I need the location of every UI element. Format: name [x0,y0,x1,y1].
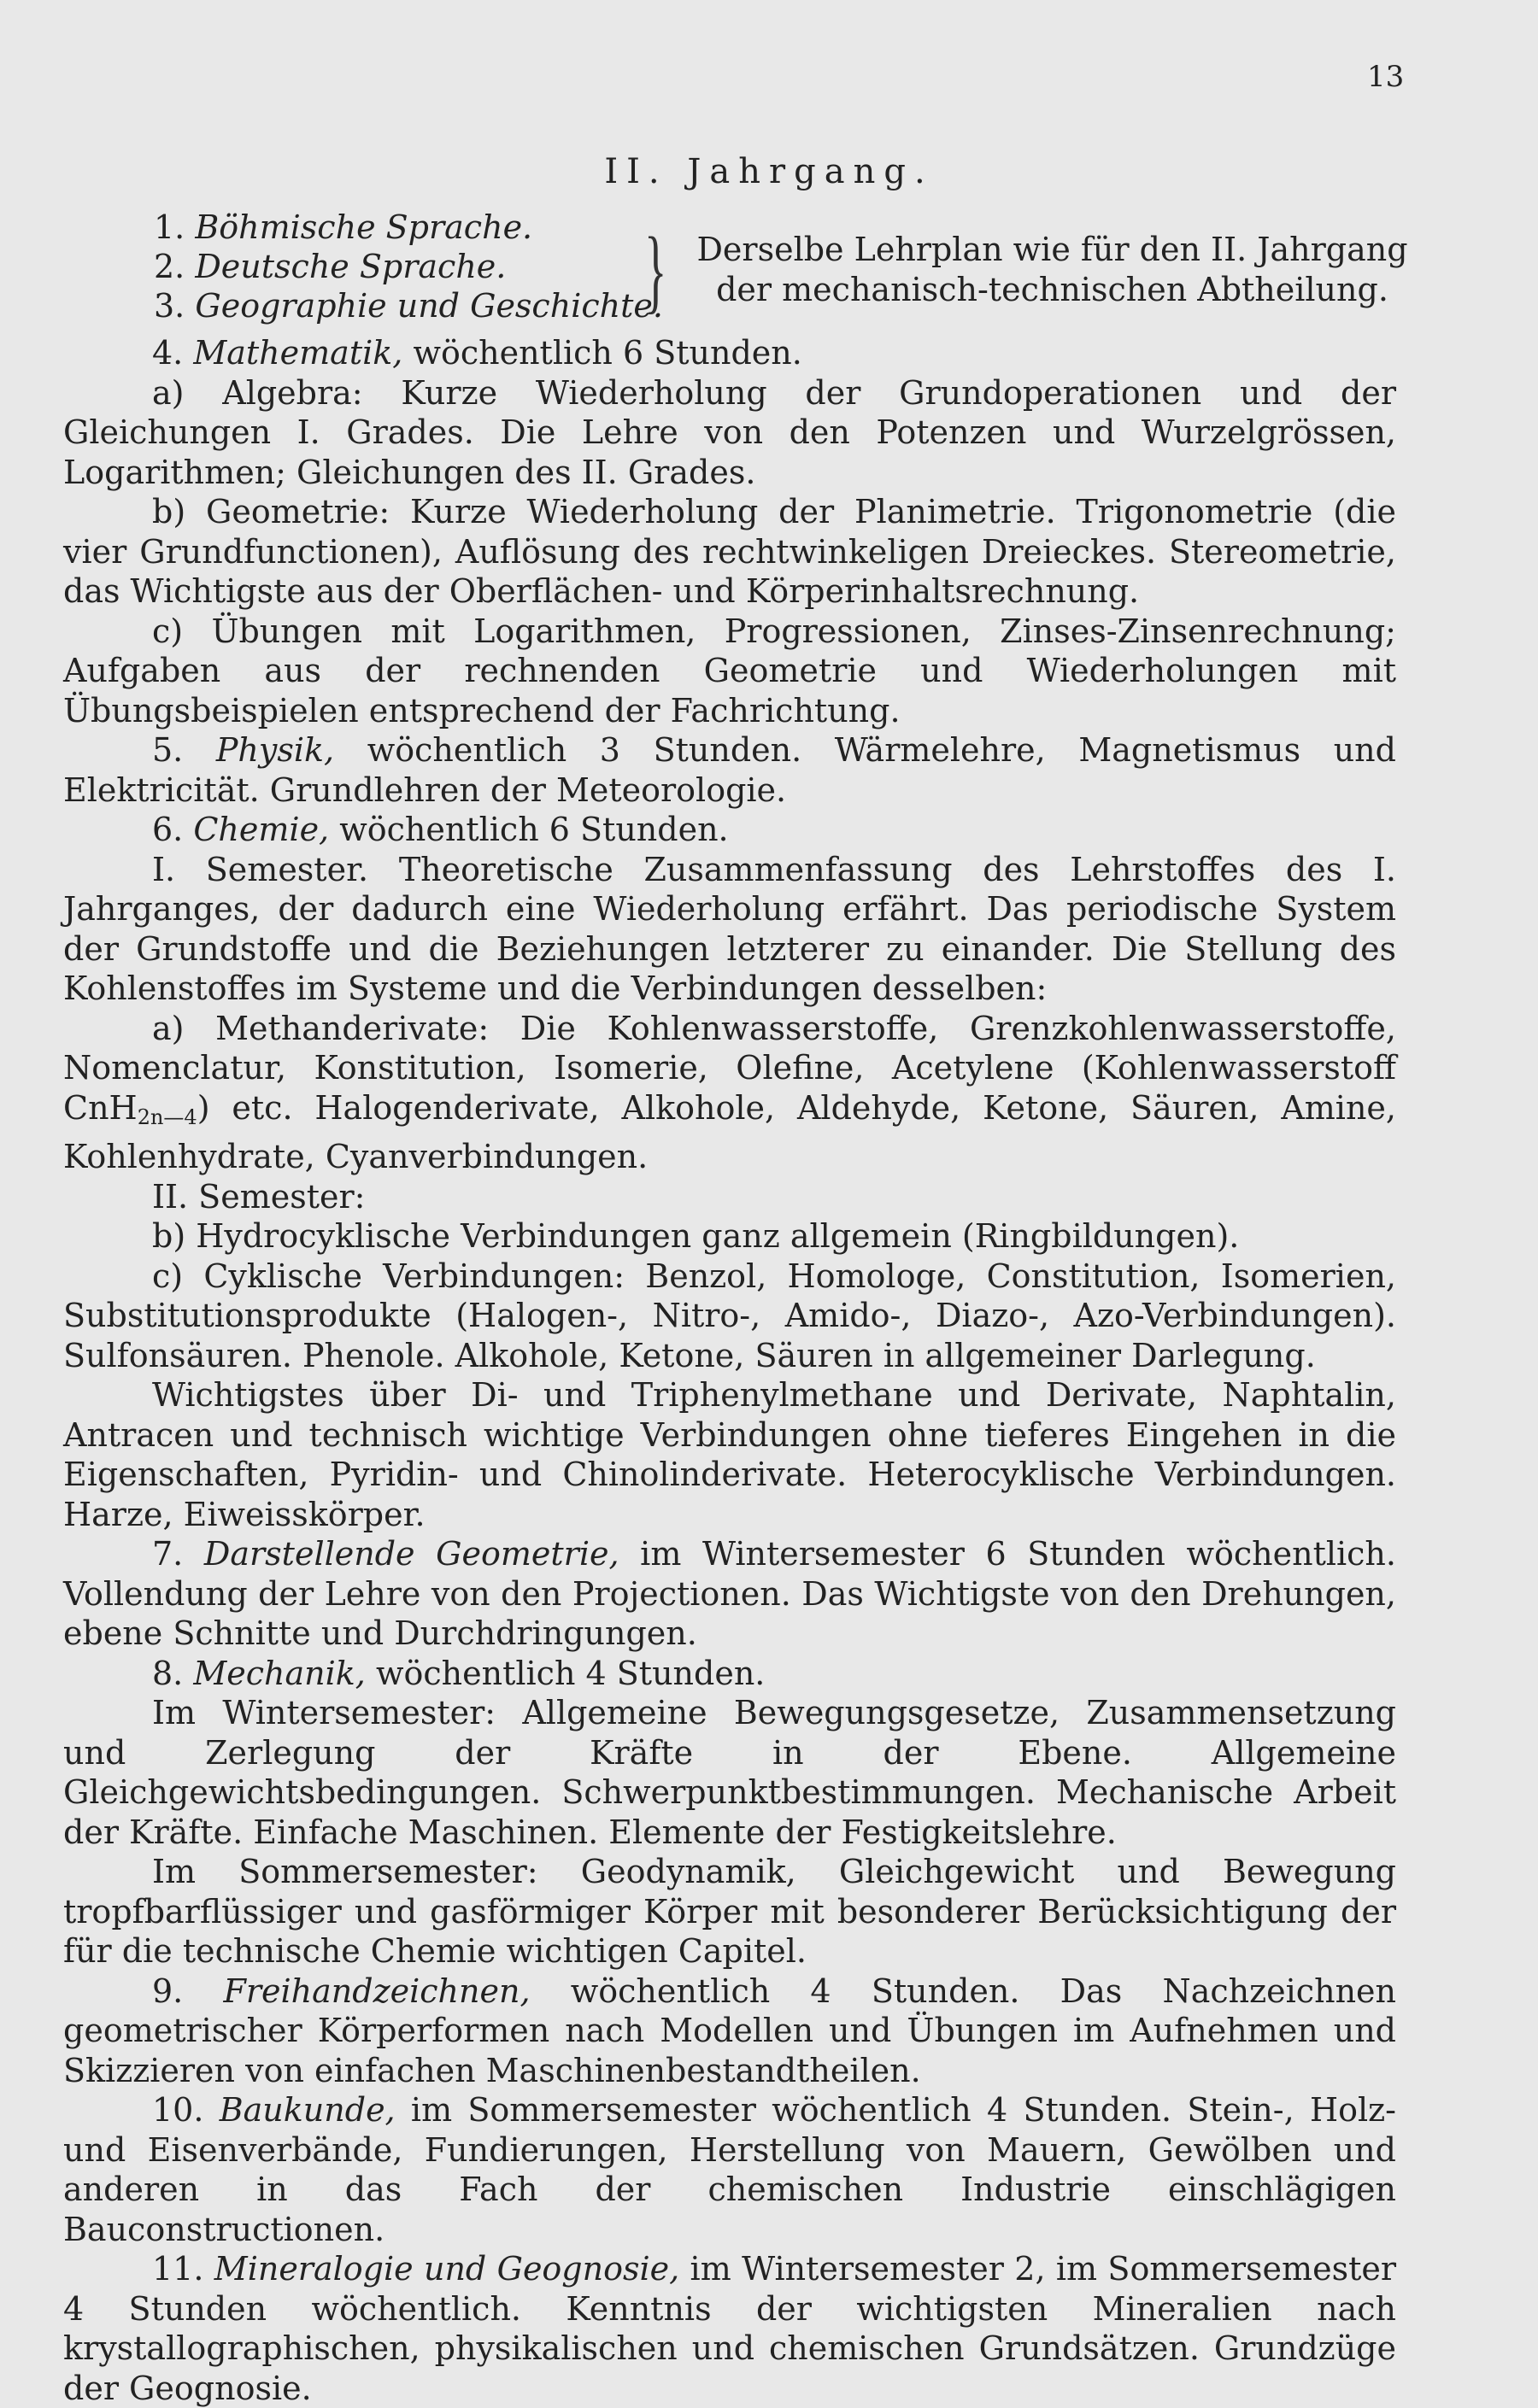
shared-curriculum-note [691,230,1413,310]
paragraph-text: wöchentlich 4 Stunden. [365,1654,766,1692]
paragraph-text: wöchentlich 4 Stunden. Das Nachzeichnen geometrischer Körperformen nach Modellen und Übungen im Aufnehmen und Skizzieren von einfachen Maschinenbestandtheilen. [63,1972,1397,2089]
paragraph [63,612,1396,731]
paragraph-text: b) Geometrie: Kurze Wiederholung der Planimetrie. Trigonometrie (die vier Grundfunctionen), Auflösung des rechtwinkeligen Dreieckes. Stereometrie, das Wichtigste aus der Oberflächen- und Körperinhaltsrechnung. [63,493,1396,610]
subject-list-item [154,286,675,325]
paragraph-text: Wichtigstes über Di- und Triphenylmethane und Derivate, Naphtalin, Antracen und technisch wichtige Verbindungen ohne tieferes Eingehen in die Eigenschaften, Pyridin- und Chinolinderivate. Heterocyklische Verbindungen. Harze, Eiweisskörper. [63,1376,1396,1533]
paragraph-text: Im Wintersemester: Allgemeine Bewegungsgesetze, Zusammensetzung und Zerlegung der Kräfte in der Ebene. Allgemeine Gleichgewichtsbedingungen. Schwerpunktbestimmungen. Mechanische Arbeit der Kräfte. Einfache Maschinen. Elemente der Festigkeitslehre. [63,1694,1396,1851]
paragraph [63,1852,1396,1972]
paragraph [63,333,1396,373]
brace-symbol: } [644,218,667,322]
note-line: Derselbe Lehrplan wie für den II. Jahrgang [696,231,1408,268]
paragraph-text: im Wintersemester 6 Stunden wöchentlich. Vollendung der Lehre von den Projectionen. Das Wichtigste von den Drehungen, ebene Schnitte und Durchdringungen. [63,1535,1396,1652]
section-number: 10. [152,2091,220,2129]
paragraph-text: wöchentlich 3 Stunden. Wärmelehre, Magnetismus und Elektricität. Grundlehren der Meteorologie. [63,731,1396,809]
section-subject: Chemie, [193,811,330,848]
paragraph-text: a) Methanderivate: Die Kohlenwasserstoffe, Grenzkohlenwasserstoffe, Nomenclatur, Konstitution, Isomerie, Olefine, Acetylene (Kohlenwasserstoff CnH$_{2n—4}$) etc. Halogenderivate, Alkohole, Aldehyde, Ketone, Säuren, Amine, Kohlenhydrate, Cyanverbindungen. [63,1009,1396,1175]
paragraph [63,850,1396,1009]
note-line: der mechanisch-technischen Abtheilung. [716,271,1388,308]
paragraph [63,1972,1396,2091]
section-subject: Mineralogie und Geognosie, [214,2250,680,2288]
paragraph [63,730,1396,810]
paragraph [63,1257,1396,1376]
paragraph-text: a) Algebra: Kurze Wiederholung der Grundoperationen und der Gleichungen I. Grades. Die Lehre von den Potenzen und Wurzelgrössen, Logarithmen; Gleichungen des II. Grades. [63,373,1396,491]
section-number: 5. [152,731,216,769]
paragraph [63,1177,1396,1217]
section-subject: Mathematik, [193,334,403,372]
paragraph-text: wöchentlich 6 Stunden. [402,334,802,372]
section-number: 9. [152,1972,224,2010]
item-subject: Deutsche Sprache. [195,248,507,285]
paragraph-text: wöchentlich 6 Stunden. [329,811,729,848]
section-subject: Baukunde, [219,2091,396,2129]
paragraph [63,492,1396,612]
subject-list [154,208,675,325]
paragraph [63,810,1396,850]
section-subject: Mechanik, [193,1654,366,1692]
section-number: 8. [152,1654,194,1692]
section-number: 6. [152,811,194,848]
section-subject: Darstellende Geometrie, [203,1535,619,1573]
paragraph-text: c) Cyklische Verbindungen: Benzol, Homologe, Constitution, Isomerien, Substitutionsprodukte (Halogen-, Nitro-, Amido-, Diazo-, Azo-Verbindungen). Sulfonsäuren. Phenole. Alkohole, Ketone, Säuren in allgemeiner Darlegung. [63,1257,1396,1374]
paragraph [63,1534,1396,1654]
section-number: 7. [152,1535,204,1573]
paragraph-text: II. Semester: [152,1177,366,1216]
paragraph [63,1654,1396,1694]
item-subject: Geographie und Geschichte. [195,287,663,325]
paragraph-text: b) Hydrocyklische Verbindungen ganz allgemein (Ringbildungen). [152,1217,1240,1255]
paragraph [63,1216,1396,1257]
paragraph [63,2249,1396,2408]
item-number: 3. [154,287,196,325]
paragraph-text: Im Sommersemester: Geodynamik, Gleichgewicht und Bewegung tropfbarflüssiger und gasförmiger Körper mit besonderer Berücksichtigung der für die technische Chemie wichtigen Capitel. [63,1853,1396,1970]
section-number: 4. [152,334,194,372]
page-title: II. Jahrgang. [604,152,934,191]
item-number: 2. [154,248,196,285]
page-number: 13 [1367,60,1405,94]
paragraph [63,1693,1396,1852]
paragraph-text: I. Semester. Theoretische Zusammenfassung des Lehrstoffes des I. Jahrganges, der dadurch eine Wiederholung erfährt. Das periodische System der Grundstoffe und die Beziehungen letzterer zu einander. Die Stellung des Kohlenstoffes im Systeme und die Verbindungen desselben: [63,850,1396,1007]
item-number: 1. [154,208,196,246]
section-subject: Physik, [215,731,335,769]
curriculum-body [63,333,1396,2408]
item-subject: Böhmische Sprache. [195,208,533,246]
paragraph [63,1009,1396,1177]
paragraph [63,1375,1396,1534]
paragraph-text: c) Übungen mit Logarithmen, Progressionen, Zinses-Zinsenrechnung; Aufgaben aus der rechnenden Geometrie und Wiederholungen mit Übungsbeispielen entsprechend der Fachrichtung. [63,612,1396,729]
paragraph-text: im Wintersemester 2, im Sommersemester 4 Stunden wöchentlich. Kenntnis der wichtigsten Mineralien nach krystallographischen, physikalischen und chemischen Grundsätzen. Grundzüge der Geognosie. [63,2250,1396,2407]
paragraph [63,2090,1396,2249]
subject-list-item [154,247,675,286]
subject-list-item [154,208,675,247]
section-number: 11. [152,2250,214,2288]
section-subject: Freihandzeichnen, [223,1972,531,2010]
paragraph-text: im Sommersemester wöchentlich 4 Stunden. Stein-, Holz- und Eisenverbände, Fundierungen, Herstellung von Mauern, Gewölben und anderen in das Fach der chemischen Industrie einschlägigen Bauconstructionen. [63,2091,1396,2248]
paragraph [63,373,1396,493]
